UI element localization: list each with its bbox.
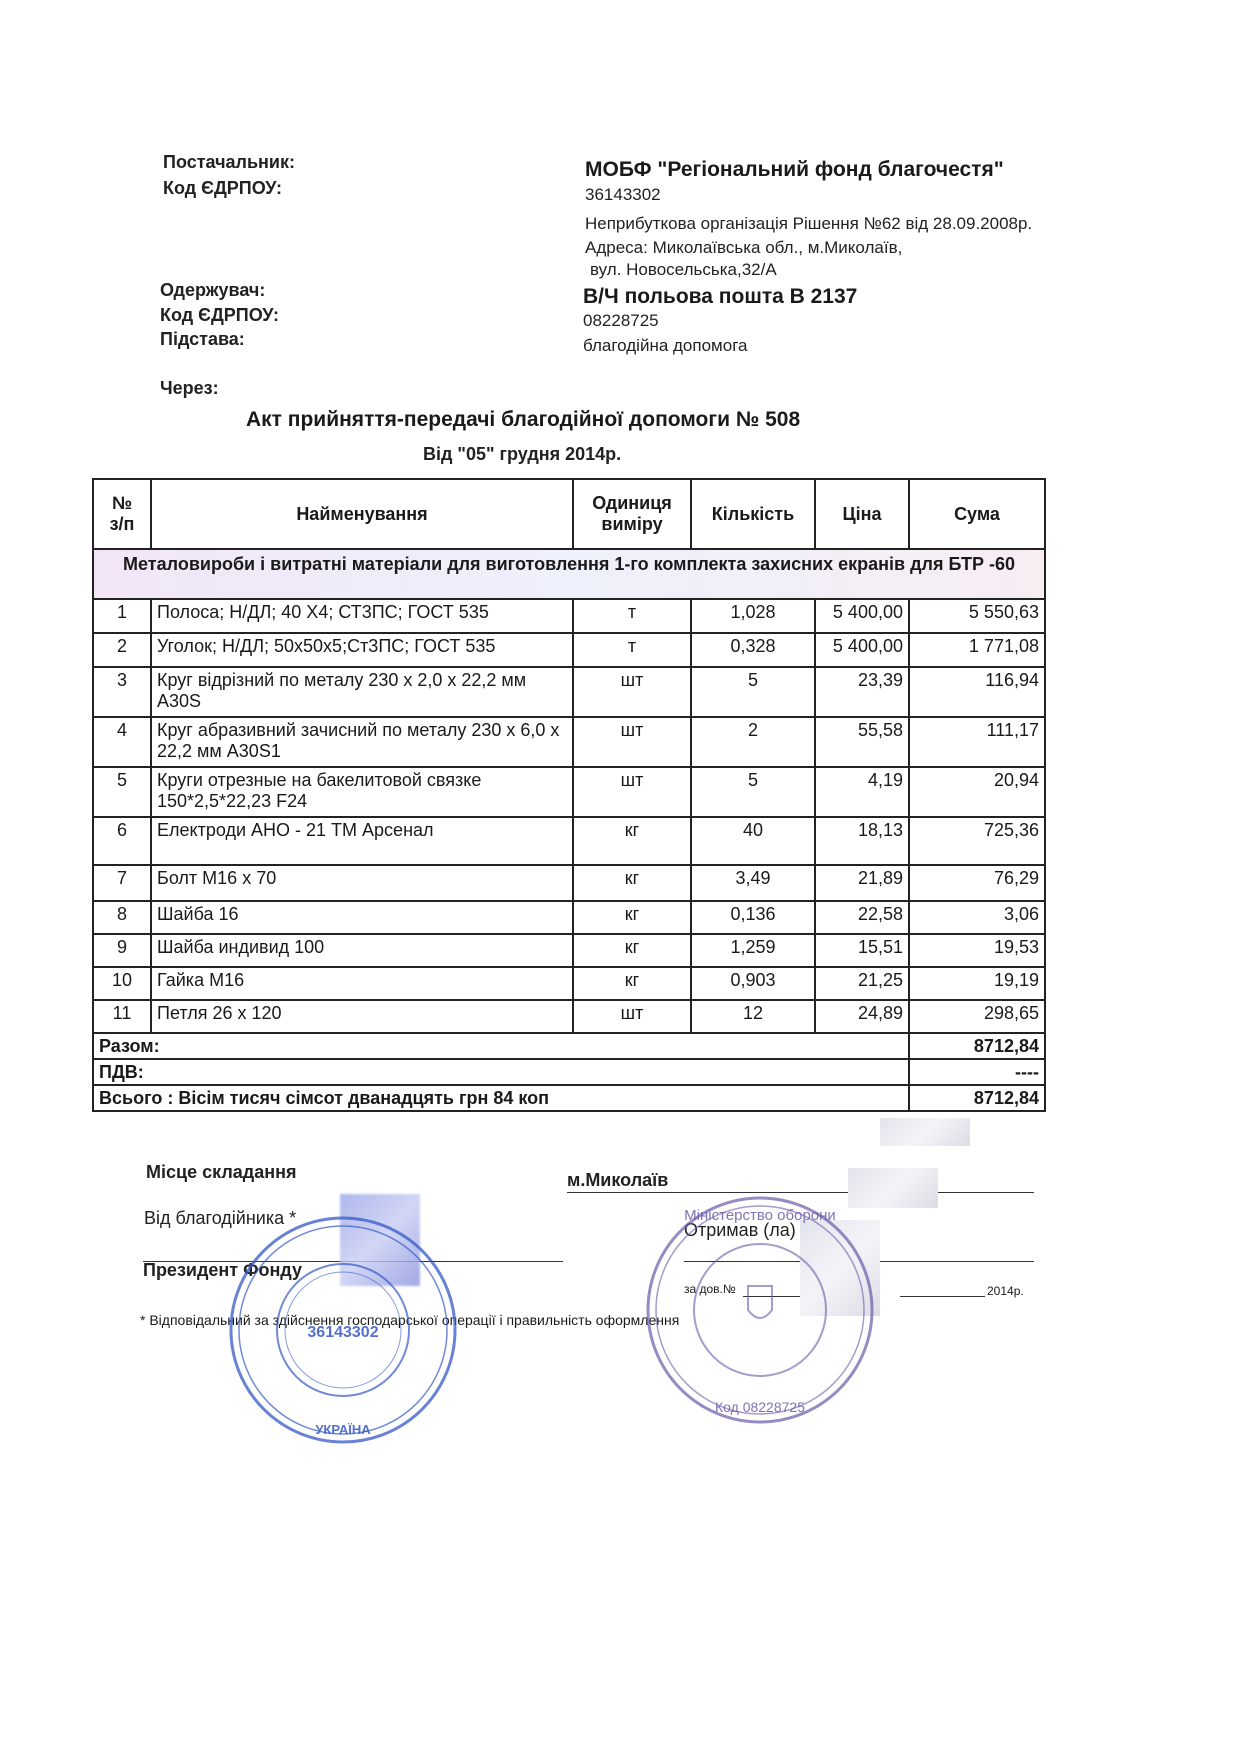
row-name: Круги отрезные на бакелитовой связке 150*2,5*22,23 F24 (151, 767, 573, 817)
row-qty: 0,328 (691, 633, 815, 667)
row-qty: 0,136 (691, 901, 815, 934)
document-title: Акт прийняття-передачі благодійної допомоги № 508 (246, 408, 801, 431)
supplier-code: 36143302 (585, 185, 661, 204)
stamp-left-country: УКРАЇНА (315, 1422, 371, 1437)
row-name: Уголок; Н/ДЛ; 50х50х5;Ст3ПС; ГОСТ 535 (151, 633, 573, 667)
row-name: Електроди АНО - 21 ТМ Арсенал (151, 817, 573, 865)
table-row (93, 633, 1045, 667)
row-qty: 1,028 (691, 599, 815, 633)
row-qty: 0,903 (691, 967, 815, 1000)
total-label: Разом: (93, 1033, 909, 1059)
supplier-code-label: Код ЄДРПОУ: (163, 178, 283, 198)
row-unit: шт (573, 717, 691, 767)
row-unit: кг (573, 865, 691, 901)
header-sum: Сума (909, 479, 1045, 549)
row-price: 21,25 (815, 967, 909, 1000)
row-unit: кг (573, 901, 691, 934)
row-num: 6 (93, 817, 151, 865)
table-row (93, 767, 1045, 817)
stamp-right-ministry: Міністерство оборони (684, 1207, 836, 1224)
table-row (93, 865, 1045, 901)
row-unit: шт (573, 1000, 691, 1033)
row-price: 18,13 (815, 817, 909, 865)
section-title: Металовироби і витратні матеріали для виготовлення 1-го комплекта захисних екранів для БТР -60 (93, 549, 1045, 599)
row-num: 11 (93, 1000, 151, 1033)
row-num: 1 (93, 599, 151, 633)
place-value: м.Миколаїв (567, 1170, 669, 1190)
row-qty: 5 (691, 767, 815, 817)
recipient-label: Одержувач: (160, 280, 266, 300)
row-price: 5 400,00 (815, 633, 909, 667)
row-num: 4 (93, 717, 151, 767)
row-sum: 20,94 (909, 767, 1045, 817)
header-num: № з/п (93, 479, 151, 549)
row-price: 21,89 (815, 865, 909, 901)
row-price: 5 400,00 (815, 599, 909, 633)
row-sum: 19,53 (909, 934, 1045, 967)
row-name: Полоса; Н/ДЛ; 40 Х4; СТ3ПС; ГОСТ 535 (151, 599, 573, 633)
row-sum: 3,06 (909, 901, 1045, 934)
year-suffix: 2014р. (987, 1284, 1024, 1298)
row-num: 7 (93, 865, 151, 901)
row-num: 9 (93, 934, 151, 967)
stamp-right-code: Код 08228725 (715, 1399, 805, 1415)
row-name: Болт М16 х 70 (151, 865, 573, 901)
table-row (93, 934, 1045, 967)
total-row (93, 1033, 1045, 1059)
row-qty: 3,49 (691, 865, 815, 901)
row-unit: кг (573, 817, 691, 865)
row-sum: 111,17 (909, 717, 1045, 767)
row-num: 3 (93, 667, 151, 717)
foundation-stamp (225, 1212, 461, 1448)
row-sum: 5 550,63 (909, 599, 1045, 633)
president-label: Президент Фонду (143, 1260, 302, 1280)
row-name: Круг абразивний зачисний по металу 230 х 6,0 х 22,2 мм А30S1 (151, 717, 573, 767)
recipient-basis-label: Підстава: (160, 329, 245, 349)
table-row (93, 599, 1045, 633)
table-header-row (93, 479, 1045, 549)
place-label: Місце складання (146, 1162, 297, 1182)
row-sum: 725,36 (909, 817, 1045, 865)
total-value: 8712,84 (909, 1033, 1045, 1059)
responsibility-note: * Відповідальний за здійснення господарської операції і правильність оформлення (140, 1312, 680, 1328)
row-name: Круг відрізний по металу 230 х 2,0 х 22,2 мм А30S (151, 667, 573, 717)
header-qty: Кількість (691, 479, 815, 549)
row-unit: шт (573, 667, 691, 717)
row-num: 10 (93, 967, 151, 1000)
row-price: 4,19 (815, 767, 909, 817)
header-unit: Одиниця виміру (573, 479, 691, 549)
items-table (92, 478, 1046, 1112)
row-qty: 40 (691, 817, 815, 865)
row-unit: кг (573, 934, 691, 967)
table-row (93, 1000, 1045, 1033)
row-name: Шайба индивид 100 (151, 934, 573, 967)
row-qty: 1,259 (691, 934, 815, 967)
row-name: Гайка М16 (151, 967, 573, 1000)
document-date: Від "05" грудня 2014р. (423, 444, 622, 464)
from-label: Від благодійника * (144, 1208, 297, 1228)
row-unit: т (573, 599, 691, 633)
supplier-label: Постачальник: (163, 152, 295, 172)
table-row (93, 967, 1045, 1000)
date-line (900, 1296, 985, 1297)
row-num: 2 (93, 633, 151, 667)
table-row (93, 667, 1045, 717)
supplier-name: МОБФ "Регіональний фонд благочестя" (585, 158, 1004, 181)
row-price: 23,39 (815, 667, 909, 717)
row-sum: 116,94 (909, 667, 1045, 717)
table-row (93, 901, 1045, 934)
received-label: Отримав (ла) (684, 1220, 796, 1240)
grand-total-value: 8712,84 (909, 1085, 1045, 1111)
row-sum: 1 771,08 (909, 633, 1045, 667)
vat-row (93, 1059, 1045, 1085)
military-unit-stamp (640, 1190, 880, 1430)
redaction-block (880, 1118, 970, 1146)
row-sum: 76,29 (909, 865, 1045, 901)
grand-total-label: Всього : Вісім тисяч сімсот дванадцять грн 84 коп (93, 1085, 909, 1111)
row-name: Шайба 16 (151, 901, 573, 934)
row-sum: 298,65 (909, 1000, 1045, 1033)
header-price: Ціна (815, 479, 909, 549)
row-price: 55,58 (815, 717, 909, 767)
grand-total-row (93, 1085, 1045, 1111)
row-qty: 2 (691, 717, 815, 767)
row-price: 22,58 (815, 901, 909, 934)
row-qty: 12 (691, 1000, 815, 1033)
via-label: Через: (160, 378, 219, 398)
row-unit: шт (573, 767, 691, 817)
table-row (93, 817, 1045, 865)
header-name: Найменування (151, 479, 573, 549)
section-row (93, 549, 1045, 599)
recipient-basis: благодійна допомога (583, 336, 748, 355)
stamp-left-code: 36143302 (307, 1324, 379, 1341)
row-sum: 19,19 (909, 967, 1045, 1000)
table-row (93, 717, 1045, 767)
row-price: 15,51 (815, 934, 909, 967)
supplier-nonprofit: Неприбуткова організація Рішення №62 від 28.09.2008р. (585, 214, 1033, 233)
doc-label: за дов.№ (684, 1282, 736, 1296)
vat-value: ---- (909, 1059, 1045, 1085)
row-num: 5 (93, 767, 151, 817)
row-qty: 5 (691, 667, 815, 717)
supplier-address-2: вул. Новосельська,32/А (590, 260, 777, 279)
supplier-address-1: Адреса: Миколаївська обл., м.Миколаїв, (585, 238, 903, 257)
vat-label: ПДВ: (93, 1059, 909, 1085)
row-unit: т (573, 633, 691, 667)
recipient-code: 08228725 (583, 311, 659, 330)
row-num: 8 (93, 901, 151, 934)
recipient-code-label: Код ЄДРПОУ: (160, 305, 280, 325)
row-unit: кг (573, 967, 691, 1000)
row-price: 24,89 (815, 1000, 909, 1033)
row-name: Петля 26 х 120 (151, 1000, 573, 1033)
recipient-name: В/Ч польова пошта В 2137 (583, 285, 858, 308)
